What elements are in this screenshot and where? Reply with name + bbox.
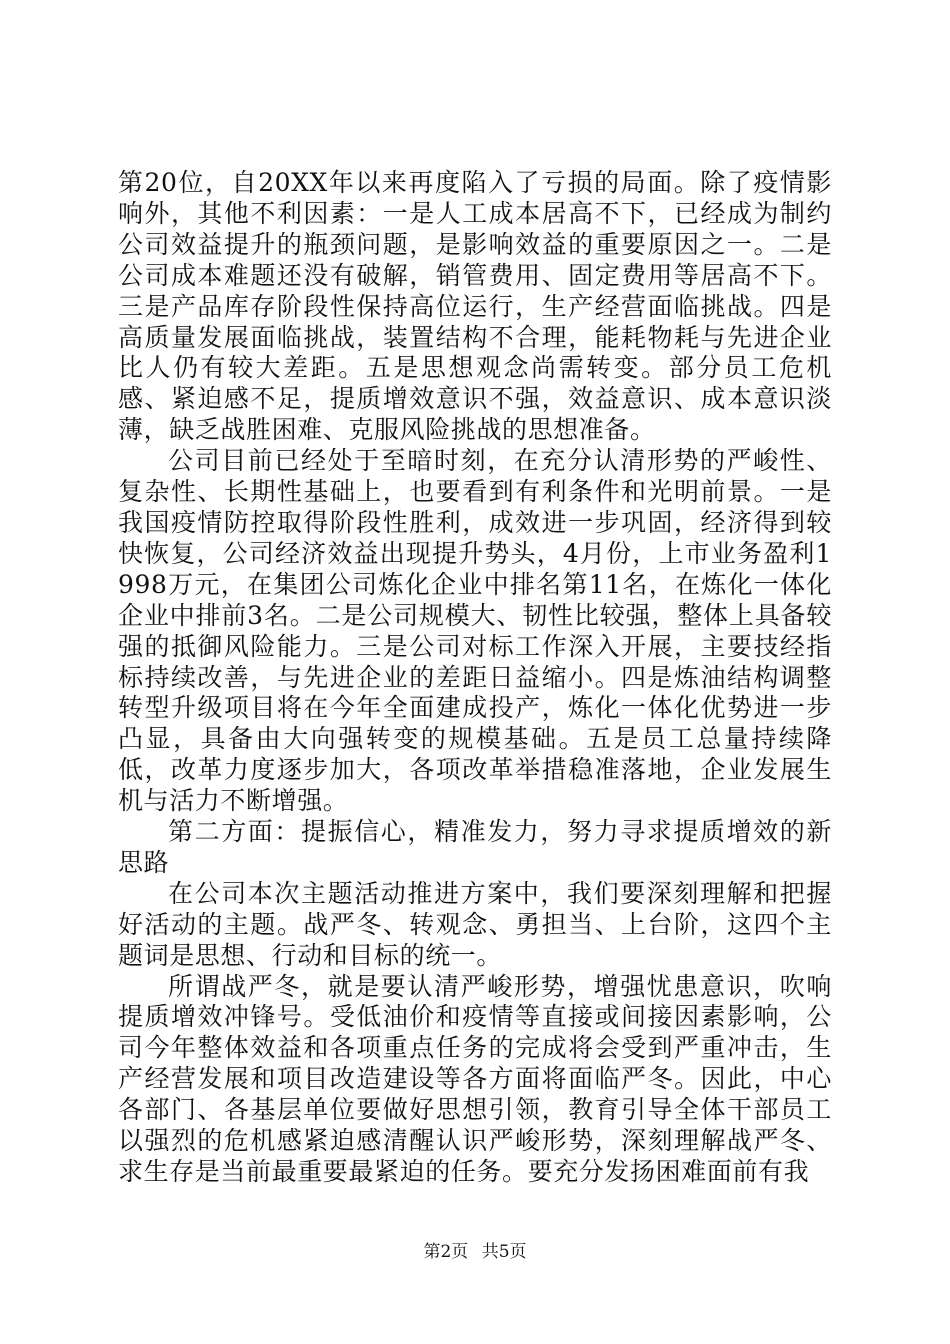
- paragraph-risk-factors: 第20位，自20XX年以来再度陷入了亏损的局面。除了疫情影响外，其他不利因素：一是人工成本居高不下，已经成为制约公司效益提升的瓶颈问题，是影响效益的重要原因之一。二是公司成本难题还没有破解，销管费用、固定费用等居高不下。三是产品库存阶段性保持高位运行，生产经营面临挑战。四是高质量发展面临挑战，装置结构不合理，能耗物耗与先进企业比人仍有较大差距。五是思想观念尚需转变。部分员工危机感、紧迫感不足，提质增效意识不强，效益意识、成本意识淡薄，缺乏战胜困难、克服风险挑战的思想准备。: [118, 168, 832, 445]
- paragraph-fight-winter: 所谓战严冬，就是要认清严峻形势，增强忧患意识，吹响提质增效冲锋号。受低油价和疫情等直接或间接因素影响，公司今年整体效益和各项重点任务的完成将会受到严重冲击，生产经营发展和项目改造建设等各方面将面临严冬。因此，中心各部门、各基层单位要做好思想引领，教育引导全体干部员工以强烈的危机感紧迫感清醒认识严峻形势，深刻理解战严冬、求生存是当前最重要最紧迫的任务。要充分发扬困难面前有我: [118, 971, 832, 1186]
- document-body: [118, 168, 832, 1188]
- paragraph-activity-theme: 在公司本次主题活动推进方案中，我们要深刻理解和把握好活动的主题。战严冬、转观念、勇担当、上台阶，这四个主题词是思想、行动和目标的统一。: [118, 878, 832, 970]
- page-total: 共5页: [481, 1242, 527, 1262]
- page-number: 第2页: [423, 1242, 469, 1262]
- section-heading: 第二方面：提振信心，精准发力，努力寻求提质增效的新思路: [118, 817, 832, 877]
- page-footer: [0, 1240, 950, 1264]
- paragraph-favorable-conditions: 公司目前已经处于至暗时刻，在充分认清形势的严峻性、复杂性、长期性基础上，也要看到有利条件和光明前景。一是我国疫情防控取得阶段性胜利，成效进一步巩固，经济得到较快恢复，公司经济效益出现提升势头，4月份，上市业务盈利1998万元，在集团公司炼化企业中排名第11名，在炼化一体化企业中排前3名。二是公司规模大、韧性比较强，整体上具备较强的抵御风险能力。三是公司对标工作深入开展，主要技经指标持续改善，与先进企业的差距日益缩小。四是炼油结构调整转型升级项目将在今年全面建成投产，炼化一体化优势进一步凸显，具备由大向强转变的规模基础。五是员工总量持续降低，改革力度逐步加大，各项改革举措稳准落地，企业发展生机与活力不断增强。: [118, 446, 832, 816]
